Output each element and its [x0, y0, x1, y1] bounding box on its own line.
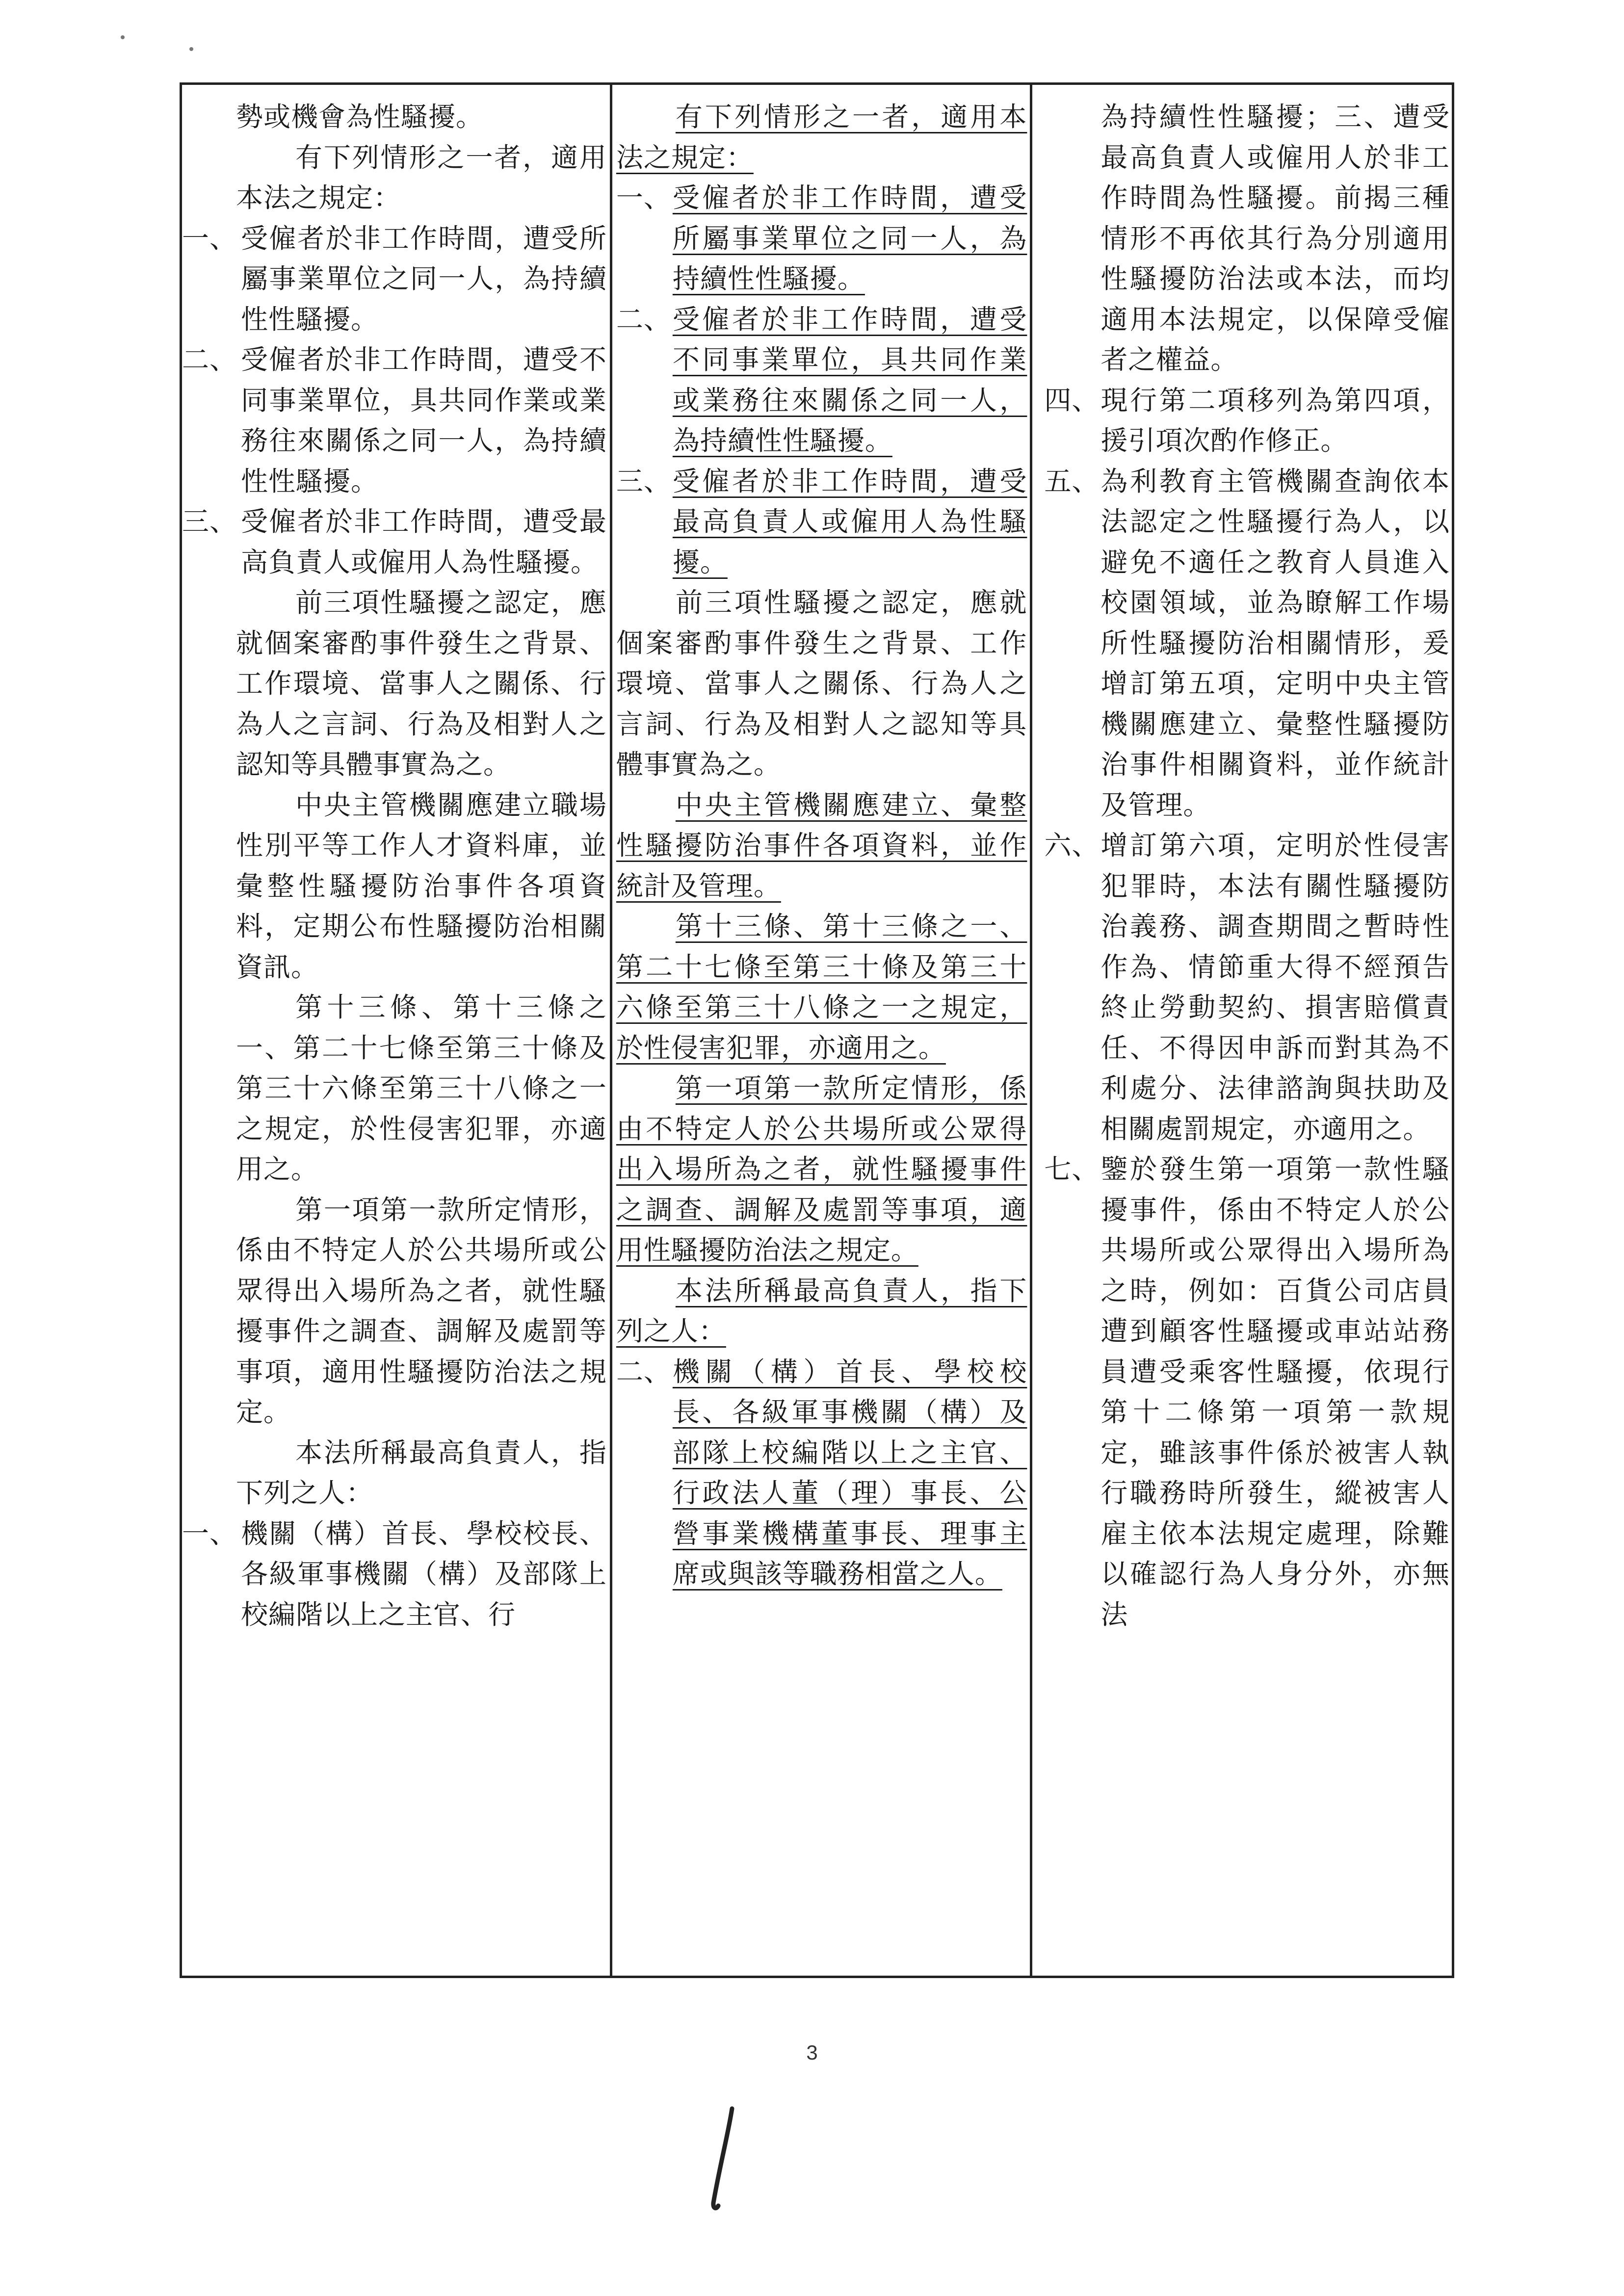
item-text — [241, 339, 607, 501]
item-text — [241, 1513, 607, 1635]
item-text-content: 受僱者於非工作時間，遭受所屬事業單位之同一人，為持續性性騷擾。 — [241, 222, 607, 335]
item-number: 二、 — [616, 303, 671, 335]
item-text-content: 為持續性性騷擾；三、遭受最高負責人或僱用人於非工作時間為性騷擾。前揭三種情形不再依其行為分別適用性騷擾防治法或本法，而均適用本法規定，以保障受僱者之權益。 — [1100, 101, 1450, 375]
item-text-content: 受僱者於非工作時間，遭受不同事業單位，具共同作業或業務往來關係之同一人，為持續性性騷擾。 — [241, 344, 607, 497]
paragraph-text: 前三項性騷擾之認定，應就個案審酌事件發生之背景、工作環境、當事人之關係、行為人之言詞、行為及相對人之認知等具體事實為之。 — [616, 587, 1027, 780]
item-text-content: 鑒於發生第一項第一款性騷擾事件，係由不特定人於公共場所或公眾得出入場所為之時，例如：百貨公司店員遭到顧客性騷擾或車站站務員遭受乘客性騷擾，依現行第十二條第一項第一款規定，雖該事件係於被害人執行職務時所發生，縱被害人雇主依本法規定處理，除難以確認行為人身分外，亦無法 — [1100, 1153, 1450, 1630]
paragraph — [616, 1271, 1027, 1352]
explanation-column — [1032, 85, 1452, 1976]
item-number: 六、 — [1044, 830, 1100, 861]
item-text — [1100, 1149, 1450, 1635]
paragraph — [236, 97, 607, 137]
item-text-content: 機關（構）首長、學校校長、各級軍事機關（構）及部隊上校編階以上之主官、行 — [241, 1517, 607, 1630]
item-number: 二、 — [182, 344, 237, 375]
list-item — [616, 461, 1027, 583]
list-item — [616, 1352, 1027, 1594]
paragraph-text: 有下列情形之一者，適用本法之規定： — [616, 101, 1027, 173]
paragraph-text: 勢或機會為性騷擾。 — [236, 101, 484, 132]
item-number: 一、 — [182, 1517, 237, 1549]
item-text — [1100, 97, 1450, 380]
paragraph — [236, 137, 607, 218]
list-item — [1044, 461, 1450, 826]
item-number: 五、 — [1044, 465, 1100, 497]
item-text-content: 機關（構）首長、學校校長、各級軍事機關（構）及部隊上校編階以上之主官、行政法人董（理）事長、公營事業機構董事長、理事主席或與該等職務相當之人。 — [672, 1356, 1027, 1590]
current-text-column — [612, 85, 1033, 1976]
item-number: 四、 — [1044, 384, 1100, 416]
item-number: 三、 — [182, 506, 237, 537]
list-item — [616, 178, 1027, 299]
paragraph — [236, 785, 607, 988]
item-number: 三、 — [616, 465, 671, 497]
list-item — [182, 501, 607, 582]
paragraph — [236, 582, 607, 785]
paragraph-text: 第一項第一款所定情形，係由不特定人於公共場所或公眾得出入場所為之者，就性騷擾事件之調查、調解及處罰等事項，適用性騷擾防治法之規定。 — [236, 1194, 607, 1428]
item-text-content: 增訂第六項，定明於性侵害犯罪時，本法有關性騷擾防治義務、調查期間之暫時性作為、情節重大得不經預告終止勞動契約、損害賠償責任、不得因申訴而對其為不利處分、法律諮詢與扶助及相關處罰規定，亦適用之。 — [1100, 830, 1450, 1145]
paragraph-text: 本法所稱最高負責人，指下列之人： — [616, 1275, 1027, 1347]
item-text — [1100, 825, 1450, 1149]
item-number: 二、 — [616, 1356, 671, 1387]
scan-speck — [189, 47, 193, 51]
paragraph-text: 第一項第一款所定情形，係由不特定人於公共場所或公眾得出入場所為之者，就性騷擾事件之調查、調解及處罰等事項，適用性騷擾防治法之規定。 — [616, 1072, 1027, 1266]
item-number — [1044, 97, 1100, 380]
item-text-content: 現行第二項移列為第四項，援引項次酌作修正。 — [1100, 384, 1450, 456]
amended-text-column — [182, 85, 612, 1976]
list-item — [1044, 380, 1450, 461]
item-text-content: 受僱者於非工作時間，遭受最高負責人或僱用人為性騷擾。 — [672, 465, 1027, 578]
page-number: 3 — [806, 2041, 818, 2064]
scan-speck — [121, 35, 125, 39]
paragraph-text: 有下列情形之一者，適用本法之規定： — [236, 141, 607, 213]
paragraph-text: 第十三條、第十三條之一、第二十七條至第三十條及第三十六條至第三十八條之一之規定，於性侵害犯罪，亦適用之。 — [236, 991, 607, 1185]
list-item — [616, 299, 1027, 461]
paragraph — [616, 1068, 1027, 1271]
list-item — [182, 339, 607, 501]
handwritten-mark — [697, 2105, 751, 2218]
item-number: 七、 — [1044, 1153, 1100, 1185]
paragraph-text: 本法所稱最高負責人，指下列之人： — [236, 1436, 607, 1509]
paragraph — [236, 987, 607, 1190]
item-text — [673, 178, 1027, 299]
list-item — [1044, 1149, 1450, 1635]
paragraph-text: 中央主管機關應建立、彙整性騷擾防治事件各項資料，並作統計及管理。 — [616, 789, 1027, 902]
paragraph — [616, 906, 1027, 1068]
list-item — [182, 1513, 607, 1635]
item-text — [673, 299, 1027, 461]
item-text-content: 受僱者於非工作時間，遭受所屬事業單位之同一人，為持續性性騷擾。 — [672, 182, 1027, 294]
list-item — [1044, 97, 1450, 380]
list-item — [1044, 825, 1450, 1149]
paragraph — [236, 1190, 607, 1433]
item-text — [241, 501, 607, 582]
item-number: 一、 — [182, 222, 237, 254]
paragraph — [616, 97, 1027, 178]
item-number: 一、 — [616, 182, 671, 213]
item-text — [1100, 380, 1450, 461]
paragraph-text: 前三項性騷擾之認定，應就個案審酌事件發生之背景、工作環境、當事人之關係、行為人之言詞、行為及相對人之認知等具體事實為之。 — [236, 587, 607, 780]
item-text-content: 為利教育主管機關查詢依本法認定之性騷擾行為人，以避免不適任之教育人員進入校園領域，並為瞭解工作場所性騷擾防治相關情形，爰增訂第五項，定明中央主管機關應建立、彙整性騷擾防治事件相關資料，並作統計及管理。 — [1100, 465, 1450, 821]
item-text-content: 受僱者於非工作時間，遭受最高負責人或僱用人為性騷擾。 — [241, 506, 607, 578]
paragraph-text: 中央主管機關應建立職場性別平等工作人才資料庫，並彙整性騷擾防治事件各項資料，定期公布性騷擾防治相關資訊。 — [236, 789, 607, 983]
comparison-table — [180, 82, 1454, 1978]
paragraph — [616, 582, 1027, 785]
list-item — [182, 218, 607, 340]
item-text — [1100, 461, 1450, 826]
item-text — [241, 218, 607, 340]
item-text-content: 受僱者於非工作時間，遭受不同事業單位，具共同作業或業務往來關係之同一人，為持續性性騷擾。 — [672, 303, 1027, 456]
paragraph-text: 第十三條、第十三條之一、第二十七條至第三十條及第三十六條至第三十八條之一之規定，於性侵害犯罪，亦適用之。 — [616, 911, 1027, 1064]
item-text — [673, 461, 1027, 583]
paragraph — [236, 1433, 607, 1513]
item-text — [673, 1352, 1027, 1594]
paragraph — [616, 785, 1027, 907]
